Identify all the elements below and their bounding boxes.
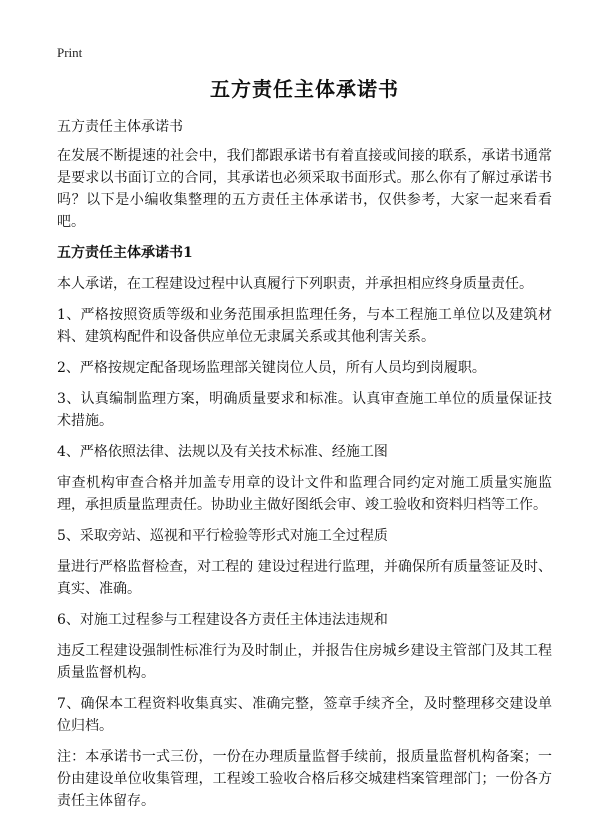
document-title: 五方责任主体承诺书 — [210, 77, 399, 101]
paragraph-note: 注：本承诺书一式三份，一份在办理质量监督手续前，报质量监督机构备案；一份由建设单位收集管理，工程竣工验收合格后移交城建档案管理部门；一份各方责任主体留存。 — [57, 749, 552, 809]
paragraph-item-6-continued: 违反工程建设强制性标准行为及时制止，并报告住房城乡建设主管部门及其工程质量监督机构。 — [57, 643, 552, 681]
paragraph-item-3: 3、认真编制监理方案，明确质量要求和标准。认真审查施工单位的质量保证技术措施。 — [57, 391, 552, 429]
intro-paragraph: 在发展不断提速的社会中，我们都跟承诺书有着直接或间接的联系，承诺书通常是要求以书面订立的合同，其承诺也必须采取书面形式。那么你有了解过承诺书吗？以下是小编收集整理的五方责任主体承诺书，仅供参考，大家一起来看看吧。 — [57, 148, 552, 230]
paragraph-item-4-continued: 审查机构审查合格并加盖专用章的设计文件和监理合同约定对施工质量实施监理，承担质量监理责任。协助业主做好图纸会审、竣工验收和资料归档等工作。 — [57, 475, 552, 513]
paragraph-item-5-continued: 量进行严格监督检查，对工程的 建设过程进行监理，并确保所有质量签证及时、真实、准确。 — [57, 559, 552, 597]
paragraph-item-4: 4、严格依照法律、法规以及有关技术标准、经施工图 — [57, 444, 388, 460]
paragraph-item-1: 1、严格按照资质等级和业务范围承担监理任务，与本工程施工单位以及建筑材料、建筑构配件和设备供应单位无隶属关系或其他利害关系。 — [57, 307, 552, 345]
paragraph-list — [57, 273, 552, 812]
paragraph-item-5: 5、采取旁站、巡视和平行检验等形式对施工全过程质 — [57, 528, 388, 544]
paragraph-commitment: 本人承诺，在工程建设过程中认真履行下列职责，并承担相应终身质量责任。 — [57, 276, 533, 292]
paragraph-item-2: 2、严格按规定配备现场监理部关键岗位人员，所有人员均到岗履职。 — [57, 360, 486, 376]
paragraph-item-7: 7、确保本工程资料收集真实、准确完整，签章手续齐全，及时整理移交建设单位归档。 — [57, 696, 552, 734]
print-link[interactable]: Print — [57, 45, 83, 60]
section-heading: 五方责任主体承诺书1 — [57, 245, 193, 261]
paragraph-item-6: 6、对施工过程参与工程建设各方责任主体违法违规和 — [57, 612, 388, 628]
document-subtitle: 五方责任主体承诺书 — [57, 119, 183, 135]
